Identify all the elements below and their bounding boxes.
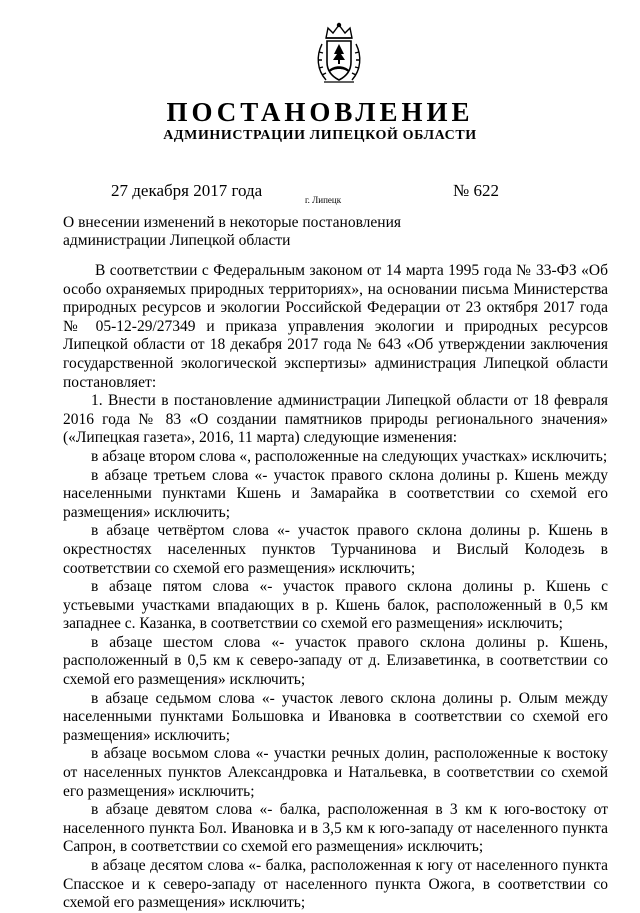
document-city: г. Липецк [305,195,342,205]
body-paragraph: в абзаце третьем слова «- участок правого склона долины р. Кшень между населенными пунктами Кшень и Замарайка в соответствии со схемой его размещения» исключить; [63,466,608,521]
issuing-authority: АДМИНИСТРАЦИИ ЛИПЕЦКОЙ ОБЛАСТИ [163,128,477,143]
document-date: 27 декабря 2017 года [111,181,263,200]
document-subject [63,214,423,250]
preamble-paragraph: В соответствии с Федеральным законом от 14 марта 1995 года № 33-ФЗ «Об особо охраняемых природных территориях», на основании письма Министерства природных ресурсов и экологии Российской Федерации от 23 октября 2017 года № 05-12-29/27349 и приказа управления экологии и природных ресурсов Липецкой области от 18 декабря 2017 года № 643 «Об утверждении заключения государственной экологической экспертизы» администрация Липецкой области постановляет: [63,262,608,391]
body-paragraph: в абзаце десятом слова «- балка, расположенная к югу от населенного пункта Спасское и к северо-западу от населенного пункта Ожога, в соответствии со схемой его размещения» исключить; [63,857,608,912]
document-body [63,262,608,913]
body-paragraph: в абзаце четвёртом слова «- участок правого склона долины р. Кшень в окрестностях населенных пунктов Турчанинова и Вислый Колодезь в соответствии со схемой его размещения» исключить; [63,522,608,577]
body-paragraph: в абзаце пятом слова «- участок правого склона долины р. Кшень с устьевыми участками впадающих в р. Кшень балок, расположенный в 0,5 км западнее с. Казанка, в соответствии со схемой его размещения» исключить; [63,578,608,633]
body-paragraph: в абзаце седьмом слова «- участок левого склона долины р. Олым между населенными пунктами Большовка и Ивановка в соответствии со схемой его размещения» исключить; [63,689,608,744]
body-paragraph: в абзаце девятом слова «- балка, расположенная в 3 км к юго-востоку от населенного пункта Бол. Ивановка и в 3,5 км к юго-западу от населенного пункта Сапрон, в соответствии со схемой его размещения» исключить; [63,801,608,856]
subject-line: О внесении изменений в некоторые постановления [63,214,402,231]
subject-line: администрации Липецкой области [63,232,291,249]
document-number: № 622 [453,181,499,200]
body-paragraph: 1. Внести в постановление администрации Липецкой области от 18 февраля 2016 года № 83 «О создании памятников природы регионального значения» («Липецкая газета», 2016, 11 марта) следующие изменения: [63,392,608,447]
body-paragraph: в абзаце шестом слова «- участок правого склона долины р. Кшень, расположенный в 0,5 км к северо-западу от д. Елизаветинка, в соответствии со схемой его размещения» исключить; [63,633,608,689]
body-paragraph: в абзаце восьмом слова «- участки речных долин, расположенные к востоку от населенных пунктов Александровка и Натальевка, в соответствии со схемой его размещения» исключить; [63,745,608,800]
body-paragraph: в абзаце втором слова «, расположенные на следующих участках» исключить; [91,447,608,465]
coat-of-arms-icon [314,22,364,86]
document-title: ПОСТАНОВЛЕНИЕ [166,97,474,127]
